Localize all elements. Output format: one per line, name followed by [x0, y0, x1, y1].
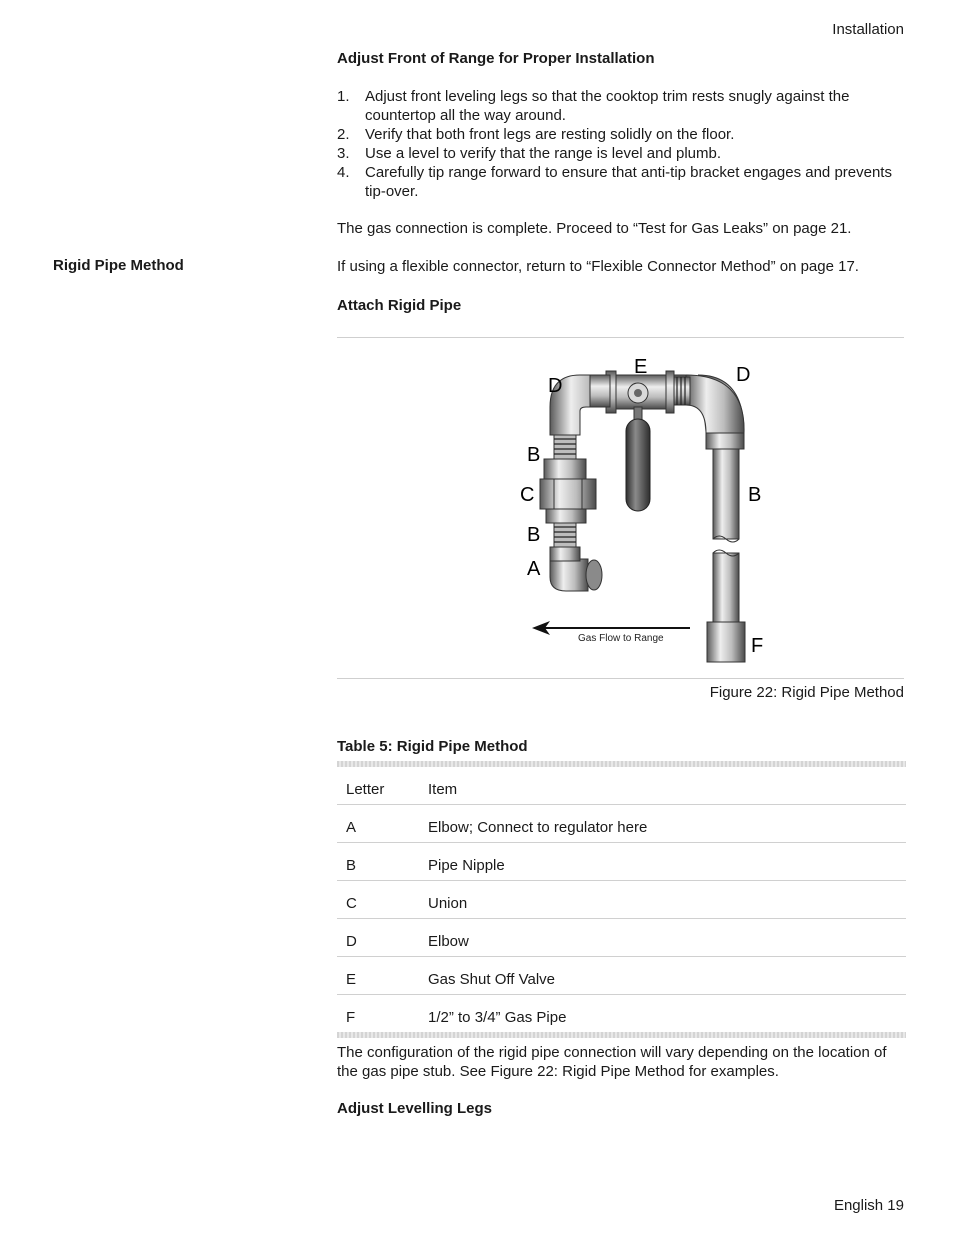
adjust-levelling-heading: Adjust Levelling Legs [337, 1100, 493, 1117]
row-letter: F [346, 1009, 356, 1026]
list-item [337, 87, 897, 125]
row-letter: C [346, 895, 357, 912]
row-item: 1/2” to 3/4” Gas Pipe [428, 1009, 567, 1026]
list-item [337, 125, 897, 144]
step-number: 4. [337, 164, 350, 181]
label-b-upper: B [527, 444, 541, 466]
label-d-left: D [548, 375, 563, 397]
rigid-pipe-table [337, 761, 906, 1038]
label-b-lower: B [527, 524, 541, 546]
table-row [337, 957, 906, 995]
page-footer: English 19 [833, 1197, 904, 1214]
list-item [337, 144, 897, 163]
row-letter: E [346, 971, 357, 988]
label-d-right: D [736, 364, 751, 386]
valve-handle [626, 419, 650, 511]
row-item: Elbow; Connect to regulator here [428, 819, 648, 836]
label-b-right: B [748, 484, 762, 506]
section-header: Installation [832, 21, 904, 38]
flex-connector-text: If using a flexible connector, return to “Flexible Connector Method” on page 17. [337, 258, 859, 275]
gas-complete-text: The gas connection is complete. Proceed to “Test for Gas Leaks” on page 21. [337, 220, 852, 237]
step-number: 2. [337, 126, 350, 143]
row-item: Elbow [428, 933, 469, 950]
step-number: 3. [337, 145, 350, 162]
row-letter: B [346, 857, 357, 874]
row-item: Gas Shut Off Valve [428, 971, 556, 988]
label-c: C [520, 484, 535, 506]
rigid-pipe-figure [510, 345, 780, 670]
gas-flow-label: Gas Flow to Range [578, 633, 664, 644]
step-number: 1. [337, 88, 350, 105]
table-row [337, 995, 906, 1032]
bottom-elbow [550, 547, 602, 591]
header-letter: Letter [346, 781, 385, 798]
row-item: Union [428, 895, 468, 912]
row-letter: D [346, 933, 357, 950]
list-item [337, 163, 897, 201]
right-coupling [706, 433, 744, 449]
adjust-front-heading: Adjust Front of Range for Proper Installation [337, 50, 655, 67]
configuration-text: The configuration of the rigid pipe connection will vary depending on the location of the gas pipe stub. See Figure 22: Rigid Pipe Method for examples. [337, 1044, 887, 1080]
label-a: A [527, 558, 541, 580]
figure-top-rule [337, 337, 904, 338]
table-title: Table 5: Rigid Pipe Method [337, 738, 528, 755]
gas-shutoff-valve [606, 371, 674, 421]
row-item: Pipe Nipple [428, 857, 505, 874]
table-row [337, 881, 906, 919]
table-row [337, 843, 906, 881]
step-text: Verify that both front legs are resting solidly on the floor. [365, 126, 735, 143]
rigid-pipe-side-heading: Rigid Pipe Method [53, 257, 184, 274]
table-bottom-band [337, 1032, 906, 1038]
table-header-row [337, 767, 906, 805]
row-letter: A [346, 819, 357, 836]
header-item: Item [428, 781, 458, 798]
table-row [337, 919, 906, 957]
label-e: E [634, 356, 648, 378]
table-row [337, 805, 906, 843]
adjust-steps-list [337, 87, 897, 201]
label-f: F [751, 635, 764, 657]
step-text: Carefully tip range forward to ensure that anti-tip bracket engages and prevents tip-over. [365, 164, 892, 200]
figure-bottom-rule [337, 678, 904, 679]
attach-rigid-pipe-heading: Attach Rigid Pipe [337, 297, 462, 314]
step-text: Adjust front leveling legs so that the cooktop trim rests snugly against the countertop all the way around. [365, 88, 850, 124]
step-text: Use a level to verify that the range is level and plumb. [365, 145, 722, 162]
union-fitting [540, 459, 596, 523]
figure-caption: Figure 22: Rigid Pipe Method [709, 684, 904, 701]
gas-pipe-f [707, 445, 745, 662]
